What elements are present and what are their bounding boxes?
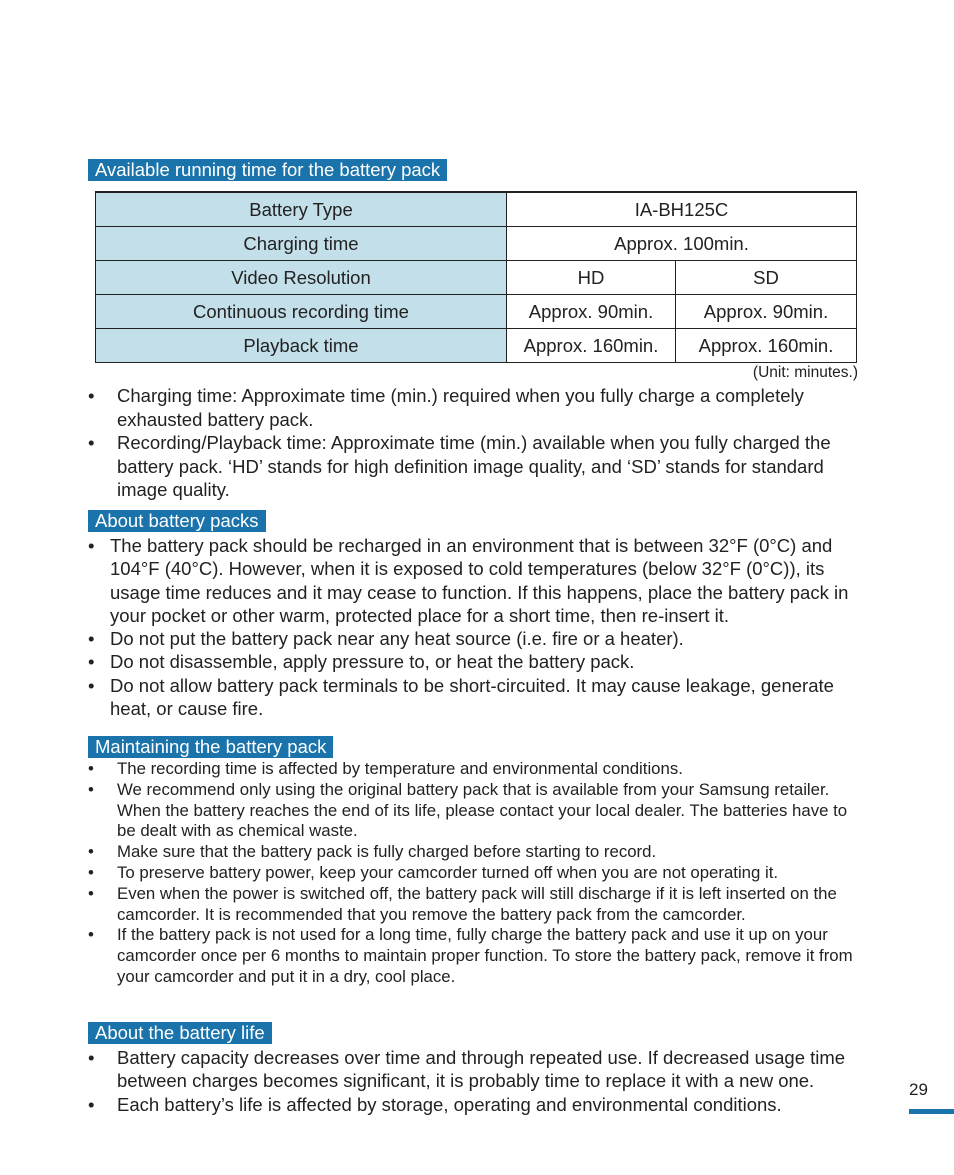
battery-spec-table — [95, 191, 857, 363]
list-item — [88, 534, 868, 627]
table-row — [96, 227, 857, 261]
list-item-text: Even when the power is switched off, the battery pack will still discharge if it is left inserted on the camcorder. It is recommended that you remove the battery pack from the camcorder. — [117, 883, 837, 924]
table-cell-value: Approx. 100min. — [507, 227, 857, 261]
bullet-icon: • — [88, 385, 95, 406]
list-item — [88, 863, 866, 884]
bullet-icon: • — [88, 883, 94, 903]
table-cell-value: Approx. 90min. — [507, 295, 676, 329]
table-row — [96, 295, 857, 329]
bullet-icon: • — [88, 651, 95, 673]
list-item — [88, 842, 866, 863]
list-item-text: We recommend only using the original battery pack that is available from your Samsung retailer. When the battery reaches the end of its life, please contact your local dealer. The batteries have to be dealt with as chemical waste. — [117, 779, 848, 841]
list-item — [88, 925, 866, 987]
bullet-icon: • — [88, 432, 95, 453]
bullet-icon: • — [88, 862, 94, 882]
bullet-icon: • — [88, 674, 95, 696]
table-cell-value: IA-BH125C — [507, 192, 857, 227]
list-item-text: The battery pack should be recharged in an environment that is between 32°F (0°C) and 104°F (40°C). However, when it is exposed to cold temperatures (below 32°F (0°C)), its usage time reduces and it may cease to function. If this happens, place the battery pack in your pocket or other warm, protected place for a short time, then re-insert it. — [110, 535, 849, 626]
list-item — [88, 1093, 866, 1116]
bullet-icon: • — [88, 628, 95, 650]
table-cell-value: Approx. 90min. — [676, 295, 857, 329]
list-item — [88, 759, 866, 780]
battery-life-list — [88, 1046, 866, 1116]
list-item-text: Do not disassemble, apply pressure to, or heat the battery pack. — [110, 651, 635, 673]
list-item-text: Make sure that the battery pack is fully charged before starting to record. — [117, 842, 657, 862]
table-cell-value: SD — [676, 261, 857, 295]
list-item-text: Each battery’s life is affected by storage, operating and environmental conditions. — [117, 1093, 782, 1115]
list-item-text: Do not put the battery pack near any heat source (i.e. fire or a heater). — [110, 628, 684, 650]
section-heading-running-time: Available running time for the battery pack — [88, 159, 447, 181]
bullet-icon: • — [88, 1047, 95, 1068]
list-item-text: Recording/Playback time: Approximate time (min.) available when you fully charged the battery pack. ‘HD’ stands for high definition image quality, and ‘SD’ stands for standard image quality. — [117, 432, 831, 500]
list-item — [88, 650, 868, 673]
table-cell-label: Charging time — [96, 227, 507, 261]
list-item-text: The recording time is affected by temperature and environmental conditions. — [117, 759, 683, 778]
table-row — [96, 329, 857, 363]
section-heading-about-packs: About battery packs — [88, 510, 266, 532]
section-heading-battery-life: About the battery life — [88, 1022, 272, 1044]
bullet-icon: • — [88, 779, 94, 799]
list-item-text: To preserve battery power, keep your camcorder turned off when you are not operating it. — [117, 862, 779, 882]
maintaining-list — [88, 759, 866, 988]
table-cell-label: Playback time — [96, 329, 507, 363]
bullet-icon: • — [88, 535, 95, 556]
table-cell-label: Battery Type — [96, 192, 507, 227]
page-number-bar — [909, 1109, 954, 1114]
list-item-text: Charging time: Approximate time (min.) required when you fully charge a completely exhausted battery pack. — [117, 385, 804, 430]
list-item-text: If the battery pack is not used for a long time, fully charge the battery pack and use it up on your camcorder once per 6 months to maintain proper function. To store the battery pack, remove it from your camcorder and put it in a dry, cool place. — [117, 925, 853, 986]
bullet-icon: • — [88, 1093, 95, 1115]
list-item — [88, 674, 868, 721]
section-heading-maintaining: Maintaining the battery pack — [88, 736, 333, 758]
list-item — [88, 1046, 866, 1093]
table-cell-label: Video Resolution — [96, 261, 507, 295]
list-item — [88, 627, 868, 650]
list-item — [88, 384, 866, 431]
table-row — [96, 192, 857, 227]
table-cell-label: Continuous recording time — [96, 295, 507, 329]
bullet-icon: • — [88, 759, 94, 778]
table-cell-value: HD — [507, 261, 676, 295]
running-time-notes — [88, 384, 866, 502]
table-cell-value: Approx. 160min. — [507, 329, 676, 363]
bullet-icon: • — [88, 842, 94, 862]
unit-note: (Unit: minutes.) — [752, 364, 858, 381]
about-packs-list — [88, 534, 868, 720]
bullet-icon: • — [88, 925, 94, 945]
list-item — [88, 884, 866, 926]
table-cell-value: Approx. 160min. — [676, 329, 857, 363]
list-item-text: Battery capacity decreases over time and through repeated use. If decreased usage time between charges becomes significant, it is probably time to replace it with a new one. — [117, 1047, 846, 1092]
table-row — [96, 261, 857, 295]
page-number: 29 — [909, 1080, 928, 1099]
list-item-text: Do not allow battery pack terminals to be short-circuited. It may cause leakage, generate heat, or cause fire. — [110, 674, 834, 720]
list-item — [88, 431, 866, 502]
list-item — [88, 780, 866, 842]
